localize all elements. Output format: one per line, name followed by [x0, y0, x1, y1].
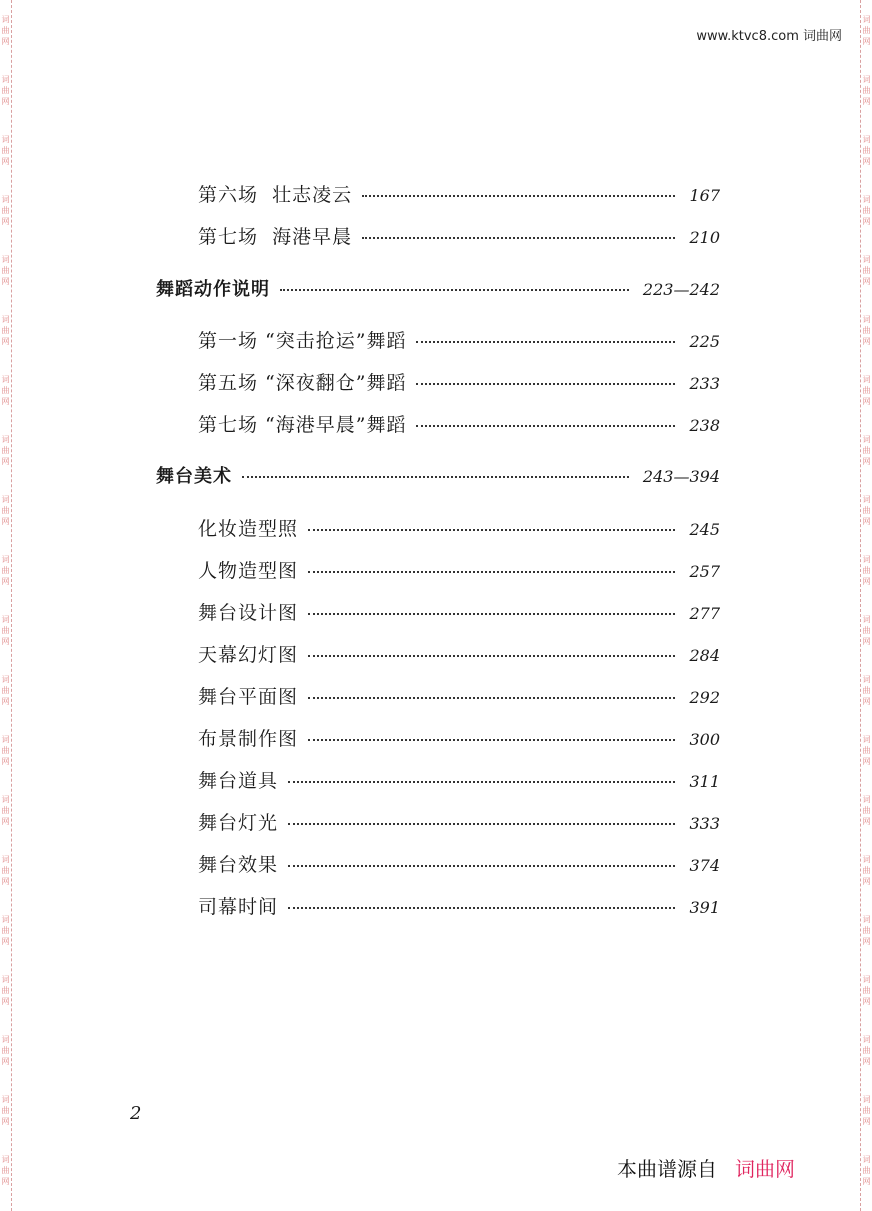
- toc-leader-dots: [308, 529, 675, 531]
- toc-page-number: 300: [689, 730, 720, 749]
- watermark-group: [863, 60, 871, 120]
- toc-label: 人物造型图: [198, 560, 299, 582]
- watermark-group: [2, 660, 10, 720]
- toc-label: 化妆造型照: [198, 518, 299, 540]
- toc-leader-dots: [416, 383, 675, 385]
- watermark-group: [2, 420, 10, 480]
- watermark-group: [2, 120, 10, 180]
- toc-page-number: 210: [689, 228, 720, 247]
- toc-page-number: 292: [689, 688, 720, 707]
- source-note-prefix: 本曲谱源自: [617, 1157, 717, 1181]
- watermark-char: 词: [862, 794, 871, 804]
- toc-leader-dots: [288, 823, 675, 825]
- watermark-char: 网: [1, 276, 10, 286]
- source-note: [617, 1153, 795, 1182]
- watermark-char: 曲: [862, 205, 871, 215]
- toc-page-number: 245: [689, 520, 720, 539]
- watermark-char: 词: [1, 854, 10, 864]
- toc-label: 天幕幻灯图: [198, 644, 299, 666]
- toc-entry-row: [198, 640, 720, 668]
- watermark-char: 网: [1, 1056, 10, 1066]
- watermark-group: [863, 360, 871, 420]
- toc-entry-row: [198, 326, 720, 354]
- watermark-char: 词: [862, 554, 871, 564]
- toc-entry-row: [198, 598, 720, 626]
- watermark-group: [863, 300, 871, 360]
- watermark-char: 网: [862, 456, 871, 466]
- watermark-group: [2, 720, 10, 780]
- toc-entry-row: [198, 682, 720, 710]
- toc-page-number: 391: [689, 898, 720, 917]
- toc-page-number: 238: [689, 416, 720, 435]
- toc-leader-dots: [416, 425, 675, 427]
- watermark-char: 网: [1, 816, 10, 826]
- watermark-char: 曲: [1, 625, 10, 635]
- toc-page-number: 257: [689, 562, 720, 581]
- watermark-char: 词: [862, 494, 871, 504]
- toc-label: 舞台效果: [198, 854, 279, 876]
- watermark-char: 网: [1, 516, 10, 526]
- toc-entry-row: [198, 222, 720, 250]
- toc-entry-row: [198, 766, 720, 794]
- watermark-char: 词: [1, 374, 10, 384]
- watermark-char: 曲: [1, 1165, 10, 1175]
- toc-entry-row: [198, 556, 720, 584]
- watermark-group: [2, 180, 10, 240]
- watermark-char: 曲: [1, 565, 10, 575]
- watermark-group: [863, 0, 871, 60]
- toc-leader-dots: [280, 289, 629, 291]
- watermark-group: [2, 300, 10, 360]
- watermark-char: 网: [1, 1176, 10, 1186]
- toc-label: 舞台平面图: [198, 686, 299, 708]
- toc-label: 司幕时间: [198, 896, 279, 918]
- watermark-group: [863, 540, 871, 600]
- watermark-char: 词: [862, 914, 871, 924]
- watermark-char: 词: [1, 1094, 10, 1104]
- watermark-char: 词: [1, 1034, 10, 1044]
- watermark-char: 词: [1, 314, 10, 324]
- watermark-char: 词: [1, 254, 10, 264]
- watermark-char: 词: [862, 1034, 871, 1044]
- watermark-char: 词: [862, 674, 871, 684]
- watermark-group: [863, 900, 871, 960]
- watermark-char: 词: [1, 974, 10, 984]
- toc-leader-dots: [416, 341, 675, 343]
- watermark-group: [863, 720, 871, 780]
- watermark-char: 曲: [1, 805, 10, 815]
- toc-entry-row: [198, 368, 720, 396]
- watermark-char: 曲: [862, 25, 871, 35]
- watermark-char: 网: [862, 996, 871, 1006]
- toc-page-number: 167: [689, 186, 720, 205]
- toc-label: 舞台灯光: [198, 812, 279, 834]
- toc-page-number: 284: [689, 646, 720, 665]
- watermark-group: [2, 600, 10, 660]
- toc-label: 第五场 “深夜翻仓”舞蹈: [198, 372, 407, 394]
- watermark-char: 曲: [1, 1105, 10, 1115]
- toc-page-number: 311: [689, 772, 720, 791]
- watermark-group: [2, 240, 10, 300]
- watermark-char: 词: [1, 134, 10, 144]
- watermark-char: 词: [1, 14, 10, 24]
- toc-page-number: 374: [689, 856, 720, 875]
- watermark-char: 网: [862, 96, 871, 106]
- watermark-char: 网: [862, 1176, 871, 1186]
- watermark-char: 网: [862, 36, 871, 46]
- watermark-char: 曲: [862, 745, 871, 755]
- watermark-char: 曲: [862, 265, 871, 275]
- watermark-group: [2, 840, 10, 900]
- watermark-char: 网: [1, 936, 10, 946]
- watermark-char: 词: [862, 374, 871, 384]
- watermark-char: 网: [1, 96, 10, 106]
- watermark-char: 词: [1, 734, 10, 744]
- watermark-char: 词: [862, 614, 871, 624]
- watermark-char: 网: [862, 936, 871, 946]
- watermark-char: 网: [862, 276, 871, 286]
- watermark-char: 网: [862, 696, 871, 706]
- toc-page-number: 225: [689, 332, 720, 351]
- site-url[interactable]: www.ktvc8.com 词曲网: [696, 29, 842, 44]
- watermark-char: 曲: [862, 1105, 871, 1115]
- right-watermark-strip: [860, 0, 872, 1211]
- toc-leader-dots: [242, 476, 629, 478]
- toc-page-number: 277: [689, 604, 720, 623]
- toc-entry-row: [198, 410, 720, 438]
- toc-leader-dots: [288, 907, 675, 909]
- watermark-char: 曲: [862, 1045, 871, 1055]
- watermark-char: 词: [862, 74, 871, 84]
- watermark-group: [2, 60, 10, 120]
- watermark-char: 曲: [1, 85, 10, 95]
- toc-entry-row: [198, 724, 720, 752]
- watermark-char: 词: [1, 1154, 10, 1164]
- watermark-char: 网: [1, 216, 10, 226]
- toc-leader-dots: [308, 697, 675, 699]
- watermark-char: 曲: [1, 685, 10, 695]
- watermark-char: 曲: [862, 85, 871, 95]
- watermark-char: 曲: [862, 325, 871, 335]
- watermark-char: 网: [1, 876, 10, 886]
- watermark-char: 网: [1, 36, 10, 46]
- watermark-char: 词: [862, 434, 871, 444]
- watermark-char: 词: [862, 1154, 871, 1164]
- watermark-char: 网: [1, 636, 10, 646]
- watermark-group: [863, 240, 871, 300]
- toc-entry-row: [198, 514, 720, 542]
- watermark-group: [863, 780, 871, 840]
- watermark-char: 曲: [1, 925, 10, 935]
- watermark-char: 网: [1, 336, 10, 346]
- watermark-char: 词: [1, 674, 10, 684]
- watermark-group: [863, 660, 871, 720]
- watermark-group: [2, 1140, 10, 1200]
- watermark-group: [863, 840, 871, 900]
- watermark-char: 词: [862, 974, 871, 984]
- watermark-char: 曲: [862, 625, 871, 635]
- toc-leader-dots: [288, 865, 675, 867]
- toc-label: 舞台设计图: [198, 602, 299, 624]
- watermark-group: [863, 1020, 871, 1080]
- watermark-char: 曲: [862, 985, 871, 995]
- watermark-char: 曲: [1, 145, 10, 155]
- watermark-char: 曲: [1, 385, 10, 395]
- toc-leader-dots: [288, 781, 675, 783]
- left-watermark-strip: [0, 0, 12, 1211]
- toc-entry-row: [198, 850, 720, 878]
- watermark-char: 网: [862, 1116, 871, 1126]
- watermark-char: 曲: [1, 745, 10, 755]
- watermark-char: 曲: [1, 1045, 10, 1055]
- toc-section-row: [156, 462, 720, 490]
- watermark-group: [863, 960, 871, 1020]
- watermark-char: 词: [1, 554, 10, 564]
- watermark-char: 曲: [1, 25, 10, 35]
- watermark-char: 网: [1, 456, 10, 466]
- watermark-char: 网: [862, 516, 871, 526]
- toc-label: 布景制作图: [198, 728, 299, 750]
- watermark-char: 网: [1, 396, 10, 406]
- watermark-char: 网: [1, 156, 10, 166]
- watermark-char: 曲: [862, 925, 871, 935]
- watermark-group: [2, 540, 10, 600]
- watermark-group: [2, 960, 10, 1020]
- watermark-char: 词: [862, 14, 871, 24]
- watermark-char: 曲: [1, 265, 10, 275]
- toc-page-number: 223—242: [642, 280, 720, 299]
- watermark-char: 网: [1, 756, 10, 766]
- watermark-char: 网: [862, 396, 871, 406]
- toc-leader-dots: [308, 739, 675, 741]
- toc-leader-dots: [308, 571, 675, 573]
- watermark-char: 曲: [1, 445, 10, 455]
- watermark-group: [863, 1080, 871, 1140]
- watermark-char: 网: [862, 156, 871, 166]
- toc-page-number: 243—394: [642, 467, 720, 486]
- watermark-char: 词: [862, 134, 871, 144]
- watermark-char: 词: [1, 794, 10, 804]
- toc-section-row: [156, 275, 720, 303]
- watermark-char: 网: [862, 876, 871, 886]
- toc-label: 第七场 海港早晨: [198, 226, 353, 248]
- watermark-group: [863, 120, 871, 180]
- toc-entry-row: [198, 892, 720, 920]
- watermark-char: 网: [1, 696, 10, 706]
- watermark-char: 词: [1, 494, 10, 504]
- watermark-char: 词: [862, 314, 871, 324]
- watermark-group: [2, 0, 10, 60]
- page-number: 2: [130, 1103, 142, 1124]
- watermark-char: 词: [1, 74, 10, 84]
- toc-leader-dots: [362, 237, 675, 239]
- watermark-char: 词: [862, 1094, 871, 1104]
- watermark-char: 词: [1, 914, 10, 924]
- toc-leader-dots: [308, 613, 675, 615]
- toc-entry-row: [198, 808, 720, 836]
- toc-label: 第七场 “海港早晨”舞蹈: [198, 414, 407, 436]
- watermark-char: 网: [862, 636, 871, 646]
- watermark-group: [863, 180, 871, 240]
- watermark-char: 曲: [1, 985, 10, 995]
- watermark-char: 网: [862, 756, 871, 766]
- watermark-char: 词: [862, 254, 871, 264]
- watermark-group: [863, 420, 871, 480]
- toc-page-number: 233: [689, 374, 720, 393]
- watermark-group: [2, 1080, 10, 1140]
- watermark-char: 网: [1, 576, 10, 586]
- watermark-char: 曲: [862, 865, 871, 875]
- watermark-char: 网: [1, 1116, 10, 1126]
- watermark-char: 曲: [862, 145, 871, 155]
- watermark-group: [2, 480, 10, 540]
- toc-label: 第一场 “突击抢运”舞蹈: [198, 330, 407, 352]
- watermark-char: 词: [1, 614, 10, 624]
- watermark-char: 曲: [1, 865, 10, 875]
- toc-leader-dots: [308, 655, 675, 657]
- watermark-char: 词: [1, 194, 10, 204]
- watermark-char: 曲: [862, 445, 871, 455]
- toc-page-number: 333: [689, 814, 720, 833]
- toc-label: 舞蹈动作说明: [156, 279, 270, 300]
- toc-leader-dots: [362, 195, 675, 197]
- toc-label: 舞台道具: [198, 770, 279, 792]
- watermark-char: 词: [862, 194, 871, 204]
- watermark-char: 网: [1, 996, 10, 1006]
- watermark-group: [2, 900, 10, 960]
- watermark-group: [863, 600, 871, 660]
- watermark-char: 网: [862, 216, 871, 226]
- watermark-char: 网: [862, 336, 871, 346]
- watermark-char: 网: [862, 816, 871, 826]
- watermark-char: 曲: [1, 505, 10, 515]
- watermark-char: 曲: [862, 385, 871, 395]
- watermark-char: 曲: [1, 205, 10, 215]
- watermark-group: [863, 480, 871, 540]
- toc-label: 舞台美术: [156, 466, 232, 487]
- watermark-char: 网: [862, 576, 871, 586]
- watermark-char: 网: [862, 1056, 871, 1066]
- watermark-char: 曲: [862, 805, 871, 815]
- source-site-link[interactable]: 词曲网: [735, 1157, 795, 1181]
- watermark-char: 词: [862, 734, 871, 744]
- watermark-char: 曲: [862, 1165, 871, 1175]
- watermark-group: [2, 1020, 10, 1080]
- toc-label: 第六场 壮志凌云: [198, 184, 353, 206]
- watermark-char: 曲: [862, 565, 871, 575]
- watermark-char: 曲: [862, 505, 871, 515]
- watermark-group: [2, 780, 10, 840]
- watermark-char: 词: [862, 854, 871, 864]
- watermark-char: 曲: [1, 325, 10, 335]
- toc-entry-row: [198, 180, 720, 208]
- watermark-group: [863, 1140, 871, 1200]
- watermark-char: 词: [1, 434, 10, 444]
- watermark-char: 曲: [862, 685, 871, 695]
- watermark-group: [2, 360, 10, 420]
